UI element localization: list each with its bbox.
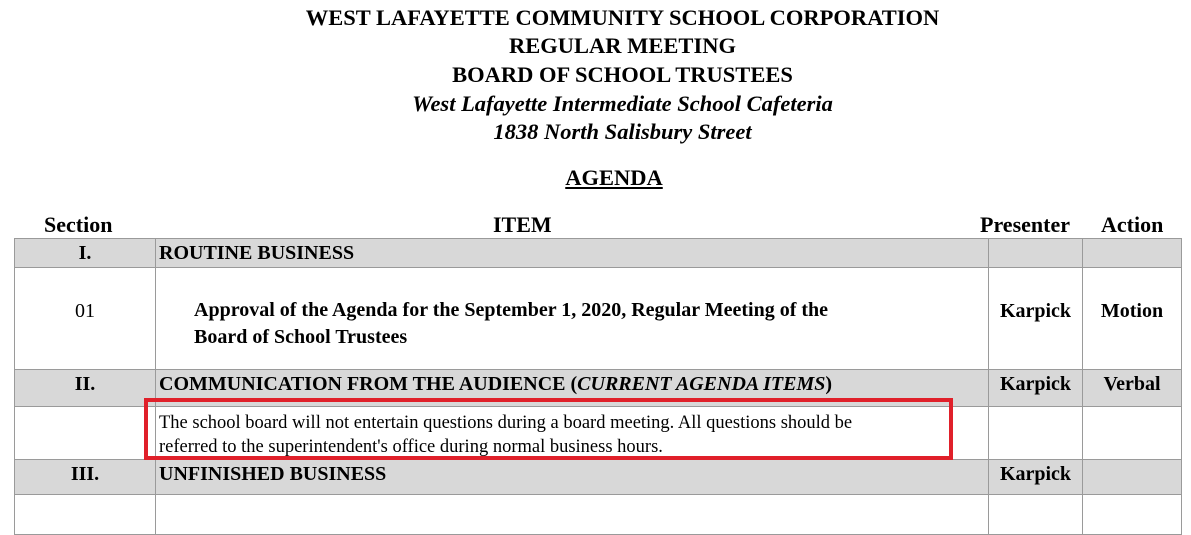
section-title: ROUTINE BUSINESS <box>159 242 355 264</box>
section-number: I. <box>78 242 92 264</box>
item-description: Approval of the Agenda for the September 1, 2020, Regular Meeting of the Board of School Trustees <box>194 299 829 348</box>
agenda-title: AGENDA <box>565 165 663 190</box>
meeting-address: 1838 North Salisbury Street <box>493 119 752 144</box>
presenter-name: Karpick <box>999 300 1072 322</box>
action-type: Verbal <box>1103 373 1161 395</box>
section-number: II. <box>74 373 96 395</box>
item-number: 01 <box>75 300 95 322</box>
action-type: Motion <box>1100 300 1164 322</box>
table-row <box>15 495 1182 535</box>
section-number: III. <box>70 463 100 485</box>
presenter-name: Karpick <box>999 463 1072 485</box>
table-row <box>15 460 1182 495</box>
column-header-section: Section <box>44 212 113 237</box>
org-name: WEST LAFAYETTE COMMUNITY SCHOOL CORPORATION <box>305 5 940 30</box>
table-row <box>15 239 1182 268</box>
agenda-table <box>14 238 1182 535</box>
presenter-name: Karpick <box>999 373 1072 395</box>
audience-note: The school board will not entertain questions during a board meeting. All questions should be referred to the superintendent's office during normal business hours. <box>159 413 853 457</box>
board-name: BOARD OF SCHOOL TRUSTEES <box>452 62 793 87</box>
table-row <box>15 268 1182 370</box>
table-row <box>15 407 1182 460</box>
meeting-type: REGULAR MEETING <box>509 33 736 58</box>
column-header-action: Action <box>1101 212 1164 237</box>
table-row <box>15 370 1182 407</box>
column-header-presenter: Presenter <box>980 212 1070 237</box>
column-header-item: ITEM <box>493 212 552 237</box>
section-title: COMMUNICATION FROM THE AUDIENCE (CURRENT AGENDA ITEMS) <box>159 373 833 395</box>
meeting-location: West Lafayette Intermediate School Cafeteria <box>412 91 833 116</box>
section-title: UNFINISHED BUSINESS <box>159 463 387 485</box>
